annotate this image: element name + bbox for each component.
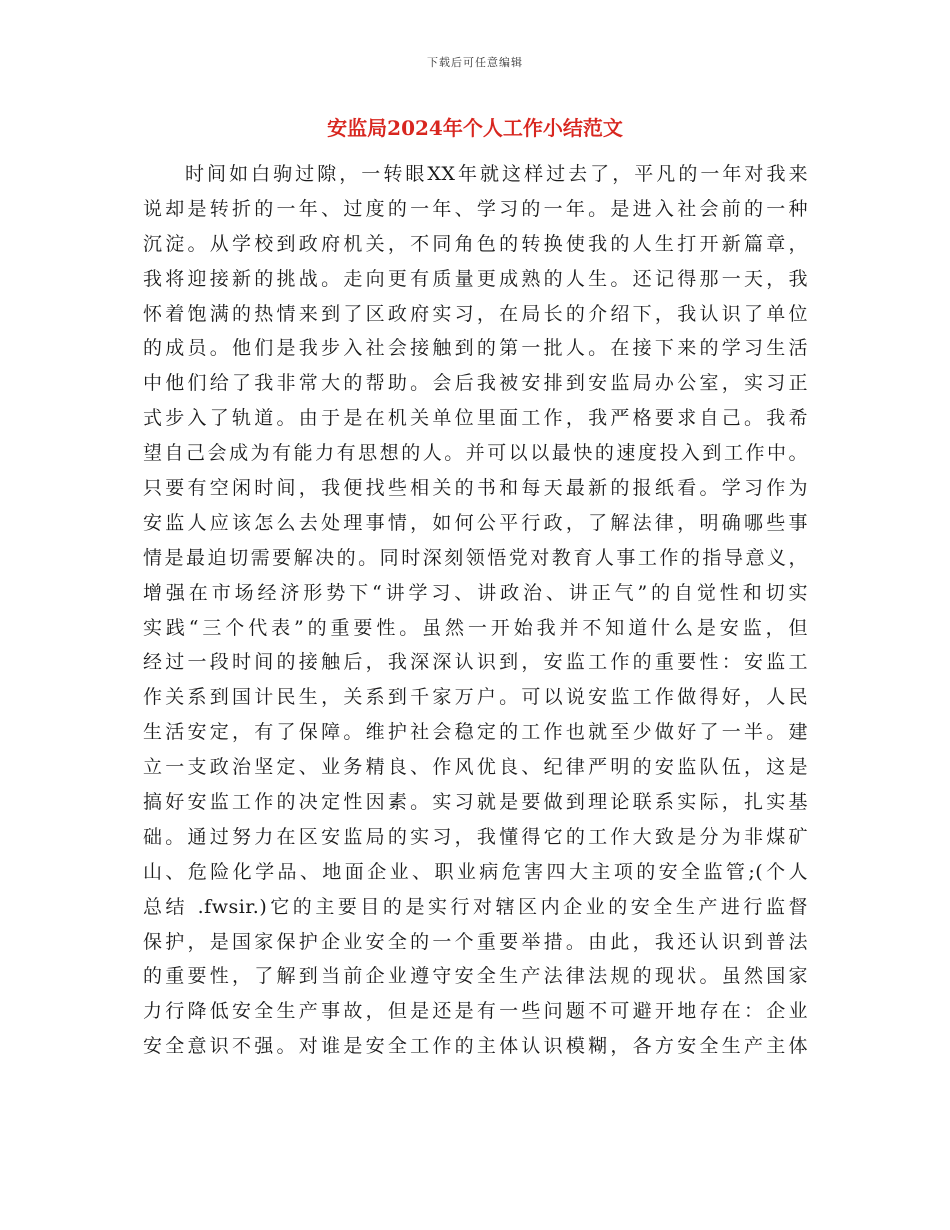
paragraph-line: 山、危险化学品、地面企业、职业病危害四大主项的安全监管;(个人 bbox=[143, 860, 808, 883]
paragraph-line: 沉淀。从学校到政府机关，不同角色的转换使我的人生打开新篇章， bbox=[143, 232, 808, 255]
paragraph-line: 安全意识不强。对谁是安全工作的主体认识模糊，各方安全生产主体 bbox=[143, 1035, 808, 1058]
paragraph-line: 的重要性，了解到当前企业遵守安全生产法律法规的现状。虽然国家 bbox=[143, 965, 808, 988]
paragraph-line: 搞好安监工作的决定性因素。实习就是要做到理论联系实际，扎实基 bbox=[143, 791, 808, 814]
paragraph-line: 安监人应该怎么去处理事情，如何公平行政，了解法律，明确哪些事 bbox=[143, 511, 808, 534]
paragraph-line: 保护，是国家保护企业安全的一个重要举措。由此，我还认识到普法 bbox=[143, 930, 808, 953]
paragraph-line: 作关系到国计民生，关系到千家万户。可以说安监工作做得好，人民 bbox=[143, 686, 808, 709]
paragraph-line: 总结 .fwsir.)它的主要目的是实行对辖区内企业的安全生产进行监督 bbox=[143, 895, 808, 918]
body-paragraph bbox=[143, 157, 808, 1064]
paragraph-line: 时间如白驹过隙，一转眼XX年就这样过去了，平凡的一年对我来 bbox=[185, 163, 808, 185]
paragraph-line: 情是最迫切需要解决的。同时深刻领悟党对教育人事工作的指导意义， bbox=[143, 546, 808, 569]
paragraph-line: 力行降低安全生产事故，但是还是有一些问题不可避开地存在：企业 bbox=[143, 1000, 808, 1023]
paragraph-line: 础。通过努力在区安监局的实习，我懂得它的工作大致是分为非煤矿 bbox=[143, 825, 808, 848]
paragraph-line: 中他们给了我非常大的帮助。会后我被安排到安监局办公室，实习正 bbox=[143, 372, 808, 395]
paragraph-line: 式步入了轨道。由于是在机关单位里面工作，我严格要求自己。我希 bbox=[143, 407, 808, 430]
paragraph-line: 立一支政治坚定、业务精良、作风优良、纪律严明的安监队伍，这是 bbox=[143, 756, 808, 779]
paragraph-line: 实践“三个代表”的重要性。虽然一开始我并不知道什么是安监，但 bbox=[143, 616, 808, 639]
paragraph-line: 只要有空闲时间，我便找些相关的书和每天最新的报纸看。学习作为 bbox=[143, 477, 808, 500]
paragraph-line: 我将迎接新的挑战。走向更有质量更成熟的人生。还记得那一天，我 bbox=[143, 267, 808, 290]
paragraph-line: 的成员。他们是我步入社会接触到的第一批人。在接下来的学习生活 bbox=[143, 337, 808, 360]
header-note: 下载后可任意编辑 bbox=[427, 56, 523, 69]
paragraph-line: 生活安定，有了保障。维护社会稳定的工作也就至少做好了一半。建 bbox=[143, 721, 808, 744]
paragraph-line: 经过一段时间的接触后，我深深认识到，安监工作的重要性：安监工 bbox=[143, 651, 808, 674]
paragraph-line: 说却是转折的一年、过度的一年、学习的一年。是进入社会前的一种 bbox=[143, 197, 808, 220]
paragraph-line: 望自己会成为有能力有思想的人。并可以以最快的速度投入到工作中。 bbox=[143, 442, 808, 465]
paragraph-line: 怀着饱满的热情来到了区政府实习，在局长的介绍下，我认识了单位 bbox=[143, 302, 808, 325]
paragraph-line: 增强在市场经济形势下“讲学习、讲政治、讲正气”的自觉性和切实 bbox=[143, 581, 808, 604]
document-title: 安监局2024年个人工作小结范文 bbox=[327, 116, 623, 140]
